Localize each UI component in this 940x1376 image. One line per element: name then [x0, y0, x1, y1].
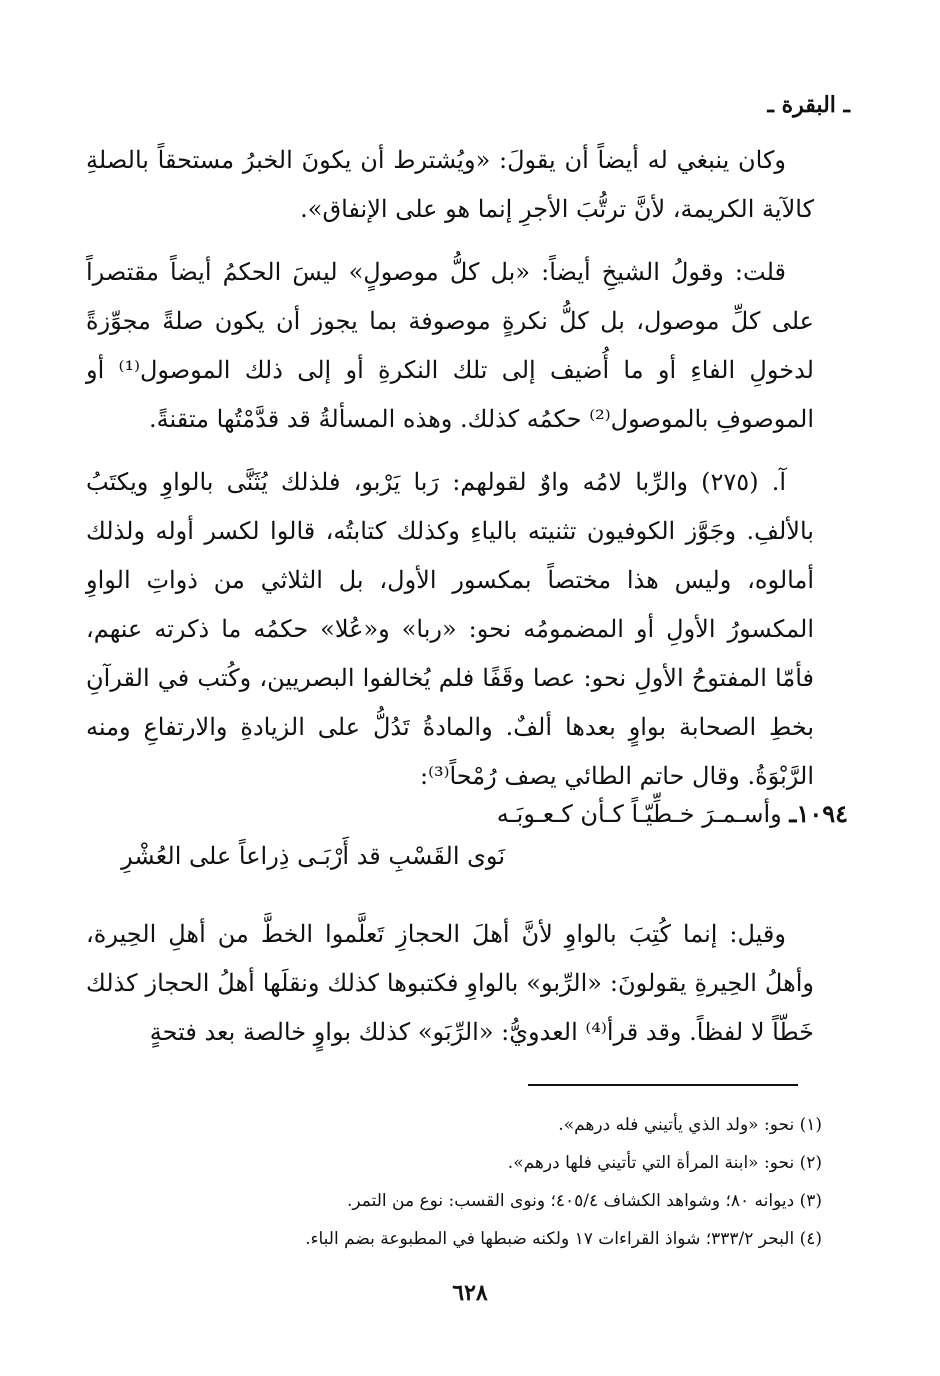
page-number: ٦٢٨	[452, 1280, 488, 1306]
main-text-upper	[86, 136, 814, 801]
verse-line-1: وأسـمـرَ خـطِّيّـاً كـأن كـعـوبَـه	[496, 800, 782, 828]
paragraph-2: قلت: وقولُ الشيخِ أيضاً: «بل كلُّ موصولٍ» ليسَ الحكمُ أيضاً مقتصراً على كلِّ موصول، بل كلُّ نكرةٍ موصوفة بما يجوز أن يكون صلةً مجوِّزةً لدخولِ الفاءِ أو ما أُضيف إلى تلك النكرةِ أو إلى ذلك الموصول⁽¹⁾ أو الموصوفِ بالموصول⁽²⁾ حكمُه كذلك. وهذه المسألةُ قد قدَّمْتُها متقنةً.	[86, 258, 814, 433]
paragraph-1: وكان ينبغي له أيضاً أن يقولَ: «ويُشترط أن يكونَ الخبرُ مستحقاً بالصلةِ كالآية الكريمة، لأنَّ ترتُّبَ الأجرِ إنما هو على الإنفاق».	[86, 146, 814, 223]
verse-hemistich-1	[497, 796, 848, 832]
verse-hemistich-2: نَوى القَسْبِ قد أَرْبَـى ذِراعاً على العُشْرِ	[121, 842, 505, 870]
footnote-3: (٣) ديوانه ٨٠؛ وشواهد الكشاف ٤٠٥/٤؛ ونوى القسب: نوع من التمر.	[346, 1191, 822, 1211]
footnotes	[182, 1106, 822, 1258]
footnote-2: (٢) نحو: «ابنة المرأة التي تأتيني فلها درهم».	[507, 1153, 822, 1173]
verse-number: ١٠٩٤ـ	[789, 799, 848, 828]
paragraph-4: وقيل: إنما كُتِبَ بالواوِ لأنَّ أهلَ الحجازِ تَعلَّموا الخطَّ من أهلِ الحِيرة، وأهلُ الحِيرةِ يقولونَ: «الرِّبو» بالواوِ فكتبوها كذلك ونقلَها أهلُ الحجاز كذلك خَطّاً لا لفظاً. وقد قرأ⁽⁴⁾ العدويُّ: «الرِّبَو» كذلك بواوٍ خالصة بعد فتحةٍ	[86, 920, 814, 1046]
main-text-lower	[86, 910, 814, 1057]
paragraph-3: آ. (٢٧٥) والرِّبا لامُه واوٌ لقولهم: رَبا يَرْبو، فلذلك يُثَنَّى بالواوِ ويكتَبُ بالألفِ. وجَوَّز الكوفيون تثنيته بالياءِ وكذلك كتابتُه، قالوا لكسر أوله ولذلك أمالوه، وليس هذا مختصاً بمكسور الأول، بل الثلاثي من ذواتِ الواوِ المكسورُ الأولِ أو المضمومُه نحو: «ربا» و«عُلا» حكمُه ما ذكرته عنهم، فأمّا المفتوحُ الأولِ نحو: عصا وقَفًا فلم يُخالفوا البصريين، وكُتب في القرآنِ بخطِ الصحابة بواوٍ بعدها ألفٌ. والمادةُ تَدُلُّ على الزيادةِ والارتفاعِ ومنه الرَّبْوَةُ. وقال حاتم الطائي يصف رُمْحاً⁽³⁾:	[86, 468, 814, 790]
footnote-4: (٤) البحر ٣٣٣/٢؛ شواذ القراءات ١٧ ولكنه ضبطها في المطبوعة بضم الباء.	[305, 1229, 822, 1249]
footnote-1: (١) نحو: «ولد الذي يأتيني فله درهم».	[558, 1115, 822, 1135]
running-header: ـ البقرة ـ	[767, 92, 850, 118]
footnote-divider	[528, 1084, 798, 1086]
